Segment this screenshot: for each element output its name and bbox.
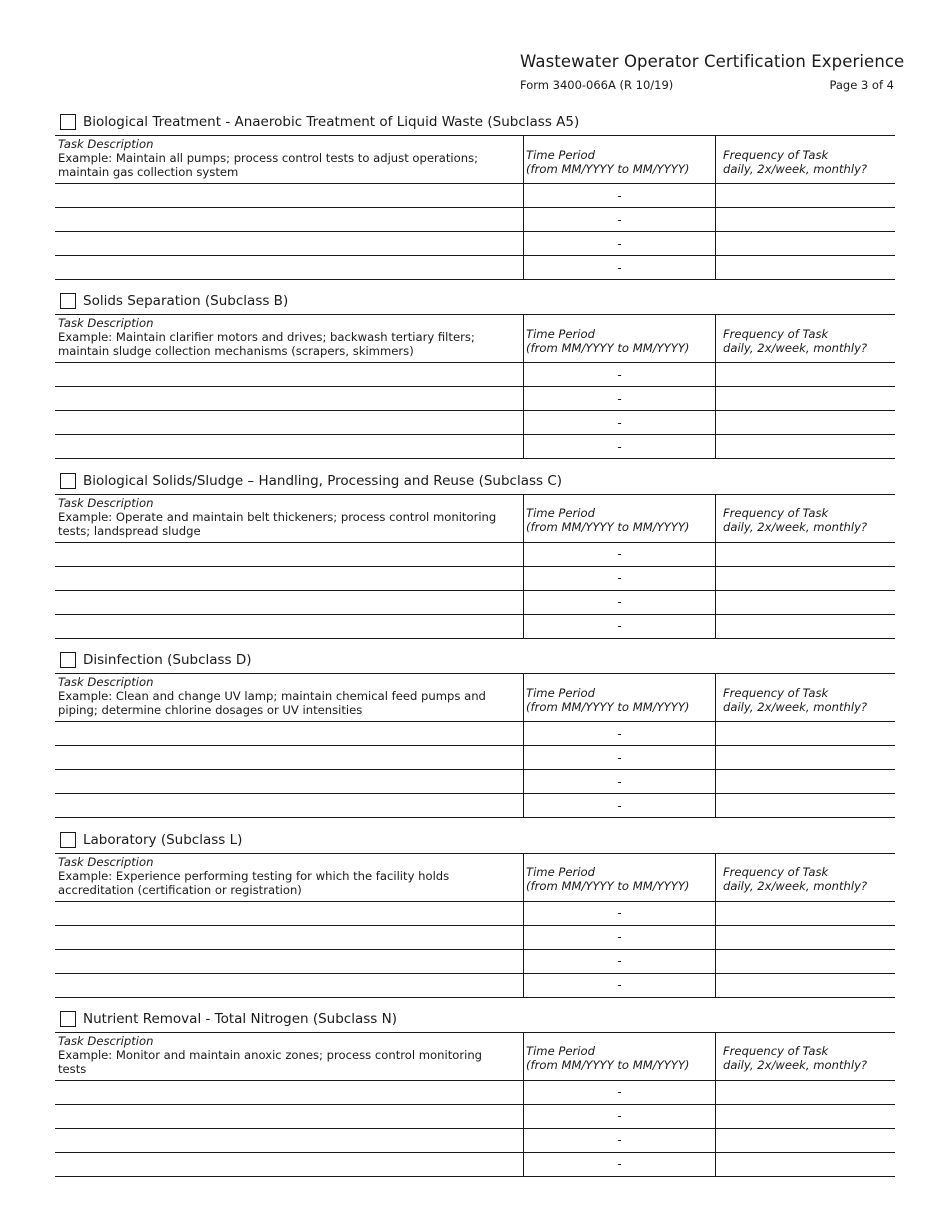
section-title: Biological Treatment - Anaerobic Treatment of Liquid Waste (Subclass A5) — [83, 114, 580, 130]
section-checkbox[interactable] — [60, 832, 76, 848]
frequency-field[interactable] — [716, 543, 895, 566]
frequency-field[interactable] — [716, 591, 895, 614]
frequency-field[interactable] — [716, 1129, 895, 1152]
time-period-label: Time Period — [526, 506, 595, 521]
frequency-header — [716, 674, 895, 721]
time-period-field[interactable] — [523, 1153, 716, 1176]
frequency-header — [716, 1033, 895, 1080]
frequency-hint: daily, 2x/week, monthly? — [723, 161, 868, 176]
task-description-label: Task Description — [58, 495, 154, 510]
task-example-line: maintain gas collection system — [58, 165, 239, 179]
task-description-field[interactable] — [55, 1129, 523, 1152]
time-period-dash: - — [617, 367, 622, 382]
time-period-format: (from MM/YYYY to MM/YYYY) — [526, 520, 690, 535]
frequency-field[interactable] — [716, 232, 895, 255]
frequency-header — [716, 136, 895, 183]
frequency-label: Frequency of Task — [723, 147, 829, 162]
task-description-field[interactable] — [55, 615, 523, 638]
entry-row — [55, 232, 895, 256]
frequency-field[interactable] — [716, 363, 895, 386]
frequency-label: Frequency of Task — [723, 865, 829, 880]
time-period-dash: - — [617, 188, 622, 203]
experience-table — [55, 853, 895, 998]
task-example-line: maintain sludge collection mechanisms (scrapers, skimmers) — [58, 344, 414, 359]
task-description-label: Task Description — [58, 854, 154, 869]
frequency-field[interactable] — [716, 387, 895, 410]
time-period-dash: - — [617, 774, 622, 789]
frequency-label: Frequency of Task — [723, 1044, 829, 1059]
task-description-field[interactable] — [55, 1081, 523, 1104]
time-period-field[interactable] — [523, 363, 716, 386]
frequency-hint: daily, 2x/week, monthly? — [723, 520, 868, 535]
time-period-dash: - — [617, 930, 622, 945]
time-period-field[interactable] — [523, 435, 716, 458]
time-period-field[interactable] — [523, 770, 716, 793]
section-header — [60, 649, 252, 671]
time-period-format: (from MM/YYYY to MM/YYYY) — [526, 879, 690, 894]
task-description-field[interactable] — [55, 794, 523, 817]
task-description-field[interactable] — [55, 1105, 523, 1128]
section-checkbox[interactable] — [60, 293, 76, 309]
section-biological-treatment-anaerobic-treatment-of-liquid-waste-subclass-a5 — [55, 108, 895, 287]
time-period-field[interactable] — [523, 184, 716, 207]
time-period-header — [523, 495, 716, 542]
time-period-field[interactable] — [523, 902, 716, 925]
frequency-field[interactable] — [716, 770, 895, 793]
frequency-field[interactable] — [716, 1153, 895, 1176]
section-nutrient-removal-total-nitrogen-subclass-n — [55, 1005, 895, 1184]
entry-row — [55, 950, 895, 974]
experience-table — [55, 1032, 895, 1177]
task-description-field[interactable] — [55, 591, 523, 614]
entry-row — [55, 256, 895, 280]
frequency-hint: daily, 2x/week, monthly? — [723, 879, 868, 894]
task-description-field[interactable] — [55, 363, 523, 386]
entry-row — [55, 615, 895, 639]
entry-row — [55, 746, 895, 770]
section-checkbox[interactable] — [60, 652, 76, 668]
time-period-field[interactable] — [523, 256, 716, 279]
entry-row — [55, 435, 895, 459]
task-description-label: Task Description — [58, 675, 154, 690]
time-period-label: Time Period — [526, 147, 595, 162]
time-period-dash: - — [617, 726, 622, 741]
section-solids-separation-subclass-b — [55, 287, 895, 466]
entry-row — [55, 208, 895, 232]
frequency-header — [716, 315, 895, 362]
time-period-dash: - — [617, 1133, 622, 1148]
time-period-dash: - — [617, 1109, 622, 1124]
time-period-field[interactable] — [523, 746, 716, 769]
frequency-field[interactable] — [716, 1081, 895, 1104]
entry-row — [55, 184, 895, 208]
time-period-field[interactable] — [523, 926, 716, 949]
form-title: Wastewater Operator Certification Experience — [520, 52, 905, 71]
entry-row — [55, 591, 895, 615]
time-period-header — [523, 854, 716, 901]
task-example-line: Example: Experience performing testing for which the facility holds — [58, 868, 450, 883]
section-header — [60, 290, 288, 312]
task-example-line: Example: Maintain clarifier motors and drives; backwash tertiary filters; — [58, 330, 475, 345]
experience-table — [55, 135, 895, 280]
task-description-field[interactable] — [55, 232, 523, 255]
time-period-dash: - — [617, 260, 622, 275]
task-description-field[interactable] — [55, 770, 523, 793]
time-period-dash: - — [617, 236, 622, 251]
task-description-field[interactable] — [55, 184, 523, 207]
task-example-line: tests — [58, 1061, 87, 1076]
time-period-label: Time Period — [526, 326, 595, 341]
task-example-line: tests; landspread sludge — [58, 523, 201, 538]
frequency-field[interactable] — [716, 256, 895, 279]
time-period-field[interactable] — [523, 591, 716, 614]
entry-row — [55, 926, 895, 950]
task-example-line: accreditation (certification or registration) — [58, 882, 302, 897]
time-period-dash: - — [617, 391, 622, 406]
section-disinfection-subclass-d — [55, 646, 895, 825]
frequency-header — [716, 495, 895, 542]
task-description-header — [55, 854, 523, 901]
experience-table — [55, 673, 895, 818]
time-period-format: (from MM/YYYY to MM/YYYY) — [526, 699, 690, 714]
task-description-label: Task Description — [58, 1033, 154, 1048]
section-title: Solids Separation (Subclass B) — [83, 293, 289, 310]
frequency-field[interactable] — [716, 794, 895, 817]
table-header-row — [55, 1033, 895, 1081]
entry-row — [55, 1081, 895, 1105]
time-period-field[interactable] — [523, 543, 716, 566]
entry-row — [55, 902, 895, 926]
task-description-field[interactable] — [55, 567, 523, 590]
frequency-field[interactable] — [716, 950, 895, 973]
time-period-field[interactable] — [523, 1105, 716, 1128]
section-title: Biological Solids/Sludge – Handling, Processing and Reuse (Subclass C) — [83, 472, 563, 489]
frequency-field[interactable] — [716, 411, 895, 434]
entry-row — [55, 722, 895, 746]
frequency-field[interactable] — [716, 722, 895, 745]
entry-row — [55, 363, 895, 387]
task-description-field[interactable] — [55, 902, 523, 925]
time-period-dash: - — [617, 571, 622, 586]
time-period-dash: - — [617, 547, 622, 562]
time-period-header — [523, 136, 716, 183]
page-number: Page 3 of 4 — [829, 78, 894, 92]
experience-table — [55, 494, 895, 639]
time-period-dash: - — [617, 415, 622, 430]
time-period-dash: - — [617, 1085, 622, 1100]
task-description-field[interactable] — [55, 543, 523, 566]
entry-row — [55, 387, 895, 411]
entry-row — [55, 1153, 895, 1177]
experience-sections — [55, 108, 895, 1184]
table-header-row — [55, 495, 895, 543]
task-description-field[interactable] — [55, 435, 523, 458]
time-period-dash: - — [617, 439, 622, 454]
frequency-label: Frequency of Task — [723, 506, 829, 521]
task-description-header — [55, 495, 523, 542]
section-header — [60, 470, 562, 492]
time-period-field[interactable] — [523, 722, 716, 745]
task-description-header — [55, 315, 523, 362]
task-example-line: Example: Operate and maintain belt thickeners; process control monitoring — [58, 509, 497, 524]
entry-row — [55, 794, 895, 818]
experience-table — [55, 314, 895, 459]
time-period-label: Time Period — [526, 865, 595, 880]
time-period-format: (from MM/YYYY to MM/YYYY) — [526, 1058, 690, 1073]
section-title: Nutrient Removal - Total Nitrogen (Subclass N) — [83, 1010, 397, 1027]
time-period-field[interactable] — [523, 208, 716, 231]
frequency-field[interactable] — [716, 1105, 895, 1128]
time-period-field[interactable] — [523, 232, 716, 255]
time-period-field[interactable] — [523, 1129, 716, 1152]
frequency-field[interactable] — [716, 567, 895, 590]
entry-row — [55, 411, 895, 435]
task-description-field[interactable] — [55, 722, 523, 745]
form-header — [0, 0, 950, 100]
time-period-dash: - — [617, 954, 622, 969]
time-period-field[interactable] — [523, 567, 716, 590]
section-header — [60, 1008, 397, 1030]
frequency-field[interactable] — [716, 902, 895, 925]
time-period-field[interactable] — [523, 387, 716, 410]
time-period-format: (from MM/YYYY to MM/YYYY) — [526, 340, 690, 355]
task-description-label: Task Description — [58, 316, 154, 331]
time-period-dash: - — [617, 595, 622, 610]
entry-row — [55, 1129, 895, 1153]
entry-row — [55, 1105, 895, 1129]
time-period-field[interactable] — [523, 794, 716, 817]
time-period-dash: - — [617, 212, 622, 227]
frequency-field[interactable] — [716, 435, 895, 458]
time-period-format: (from MM/YYYY to MM/YYYY) — [526, 161, 690, 176]
entry-row — [55, 770, 895, 794]
section-checkbox[interactable] — [60, 473, 76, 489]
task-description-field[interactable] — [55, 950, 523, 973]
frequency-field[interactable] — [716, 926, 895, 949]
time-period-label: Time Period — [526, 1044, 595, 1059]
time-period-field[interactable] — [523, 411, 716, 434]
task-description-field[interactable] — [55, 208, 523, 231]
section-header — [60, 829, 242, 851]
task-description-field[interactable] — [55, 926, 523, 949]
task-example-line: Example: Monitor and maintain anoxic zones; process control monitoring — [58, 1047, 483, 1062]
time-period-dash: - — [617, 798, 622, 813]
time-period-label: Time Period — [526, 685, 595, 700]
frequency-hint: daily, 2x/week, monthly? — [723, 1058, 868, 1073]
time-period-dash: - — [617, 1157, 622, 1172]
frequency-field[interactable] — [716, 974, 895, 997]
task-description-field[interactable] — [55, 256, 523, 279]
table-header-row — [55, 854, 895, 902]
table-header-row — [55, 674, 895, 722]
frequency-field[interactable] — [716, 184, 895, 207]
table-header-row — [55, 315, 895, 363]
time-period-header — [523, 674, 716, 721]
section-header — [60, 111, 579, 133]
task-description-label: Task Description — [58, 137, 154, 151]
task-description-field[interactable] — [55, 746, 523, 769]
frequency-field[interactable] — [716, 615, 895, 638]
section-title: Disinfection (Subclass D) — [83, 652, 252, 669]
section-checkbox[interactable] — [60, 114, 76, 130]
task-description-field[interactable] — [55, 1153, 523, 1176]
section-checkbox[interactable] — [60, 1011, 76, 1027]
time-period-field[interactable] — [523, 950, 716, 973]
section-biological-solids-sludge-handling-processing-and-reuse-subclass-c — [55, 467, 895, 646]
frequency-label: Frequency of Task — [723, 326, 829, 341]
task-example-line: Example: Clean and change UV lamp; maintain chemical feed pumps and — [58, 689, 486, 704]
section-title: Laboratory (Subclass L) — [83, 831, 243, 848]
task-example-line: Example: Maintain all pumps; process control tests to adjust operations; — [58, 151, 479, 165]
time-period-dash: - — [617, 619, 622, 634]
frequency-header — [716, 854, 895, 901]
time-period-field[interactable] — [523, 1081, 716, 1104]
time-period-header — [523, 1033, 716, 1080]
time-period-header — [523, 315, 716, 362]
table-header-row — [55, 136, 895, 184]
task-description-header — [55, 136, 523, 183]
task-description-field[interactable] — [55, 387, 523, 410]
entry-row — [55, 543, 895, 567]
frequency-field[interactable] — [716, 746, 895, 769]
entry-row — [55, 567, 895, 591]
task-description-header — [55, 1033, 523, 1080]
task-description-field[interactable] — [55, 411, 523, 434]
time-period-field[interactable] — [523, 615, 716, 638]
task-example-line: piping; determine chlorine dosages or UV intensities — [58, 703, 363, 718]
frequency-label: Frequency of Task — [723, 685, 829, 700]
time-period-dash: - — [617, 906, 622, 921]
section-laboratory-subclass-l — [55, 826, 895, 1005]
time-period-dash: - — [617, 750, 622, 765]
task-description-field[interactable] — [55, 974, 523, 997]
entry-row — [55, 974, 895, 998]
time-period-dash: - — [617, 978, 622, 993]
frequency-field[interactable] — [716, 208, 895, 231]
frequency-hint: daily, 2x/week, monthly? — [723, 340, 868, 355]
time-period-field[interactable] — [523, 974, 716, 997]
form-number: Form 3400-066A (R 10/19) — [520, 78, 674, 92]
frequency-hint: daily, 2x/week, monthly? — [723, 699, 868, 714]
task-description-header — [55, 674, 523, 721]
